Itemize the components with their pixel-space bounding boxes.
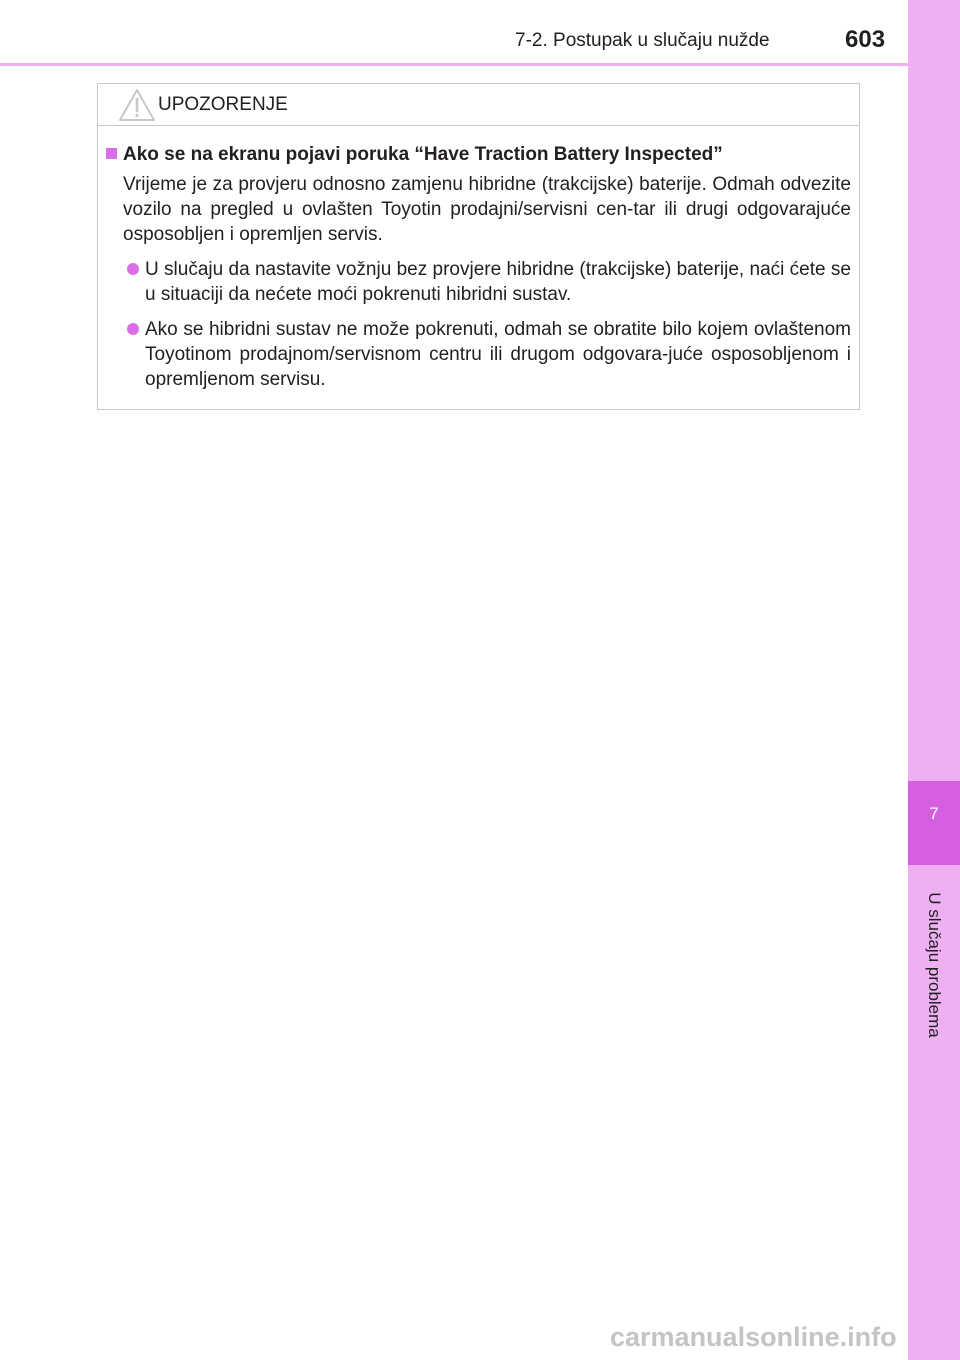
warning-heading-row bbox=[98, 142, 859, 167]
section-title: 7-2. Postupak u slučaju nužde bbox=[515, 30, 770, 51]
warning-title: UPOZORENJE bbox=[158, 94, 288, 115]
side-tab bbox=[908, 0, 960, 1360]
warning-body bbox=[98, 142, 859, 402]
warning-box bbox=[97, 83, 860, 410]
dot-bullet-icon bbox=[127, 263, 139, 275]
header-rule bbox=[0, 63, 908, 66]
bullet-text: Ako se hibridni sustav ne može pokrenuti, odmah se obratite bilo kojem ovlaštenom Toyotinom prodajnom/servisnom centru ili drugom odgovara-juće osposobljenom i opremljenom servisu. bbox=[145, 319, 851, 390]
bullet-item bbox=[98, 257, 859, 307]
page-number: 603 bbox=[845, 26, 886, 53]
warning-header bbox=[98, 84, 859, 126]
warning-heading: Ako se na ekranu pojavi poruka “Have Traction Battery Inspected” bbox=[123, 144, 723, 165]
warning-triangle-icon bbox=[118, 88, 156, 122]
warning-paragraph: Vrijeme je za provjeru odnosno zamjenu hibridne (trakcijske) baterije. Odmah odvezite vozilo na pregled u ovlašten Toyotin prodajni/servisni cen-tar ili drugi odgovarajuće osposobljen i opremljen servis. bbox=[123, 174, 851, 245]
dot-bullet-icon bbox=[127, 323, 139, 335]
bullet-text: U slučaju da nastavite vožnju bez provjere hibridne (trakcijske) baterije, naći ćete se u situaciji da nećete moći pokrenuti hibridni sustav. bbox=[145, 259, 851, 305]
watermark: carmanualsonline.info bbox=[610, 1322, 897, 1352]
bullet-item bbox=[98, 317, 859, 392]
square-bullet-icon bbox=[106, 148, 117, 159]
chapter-title: U slučaju problema bbox=[925, 892, 944, 1038]
chapter-number: 7 bbox=[929, 804, 939, 823]
